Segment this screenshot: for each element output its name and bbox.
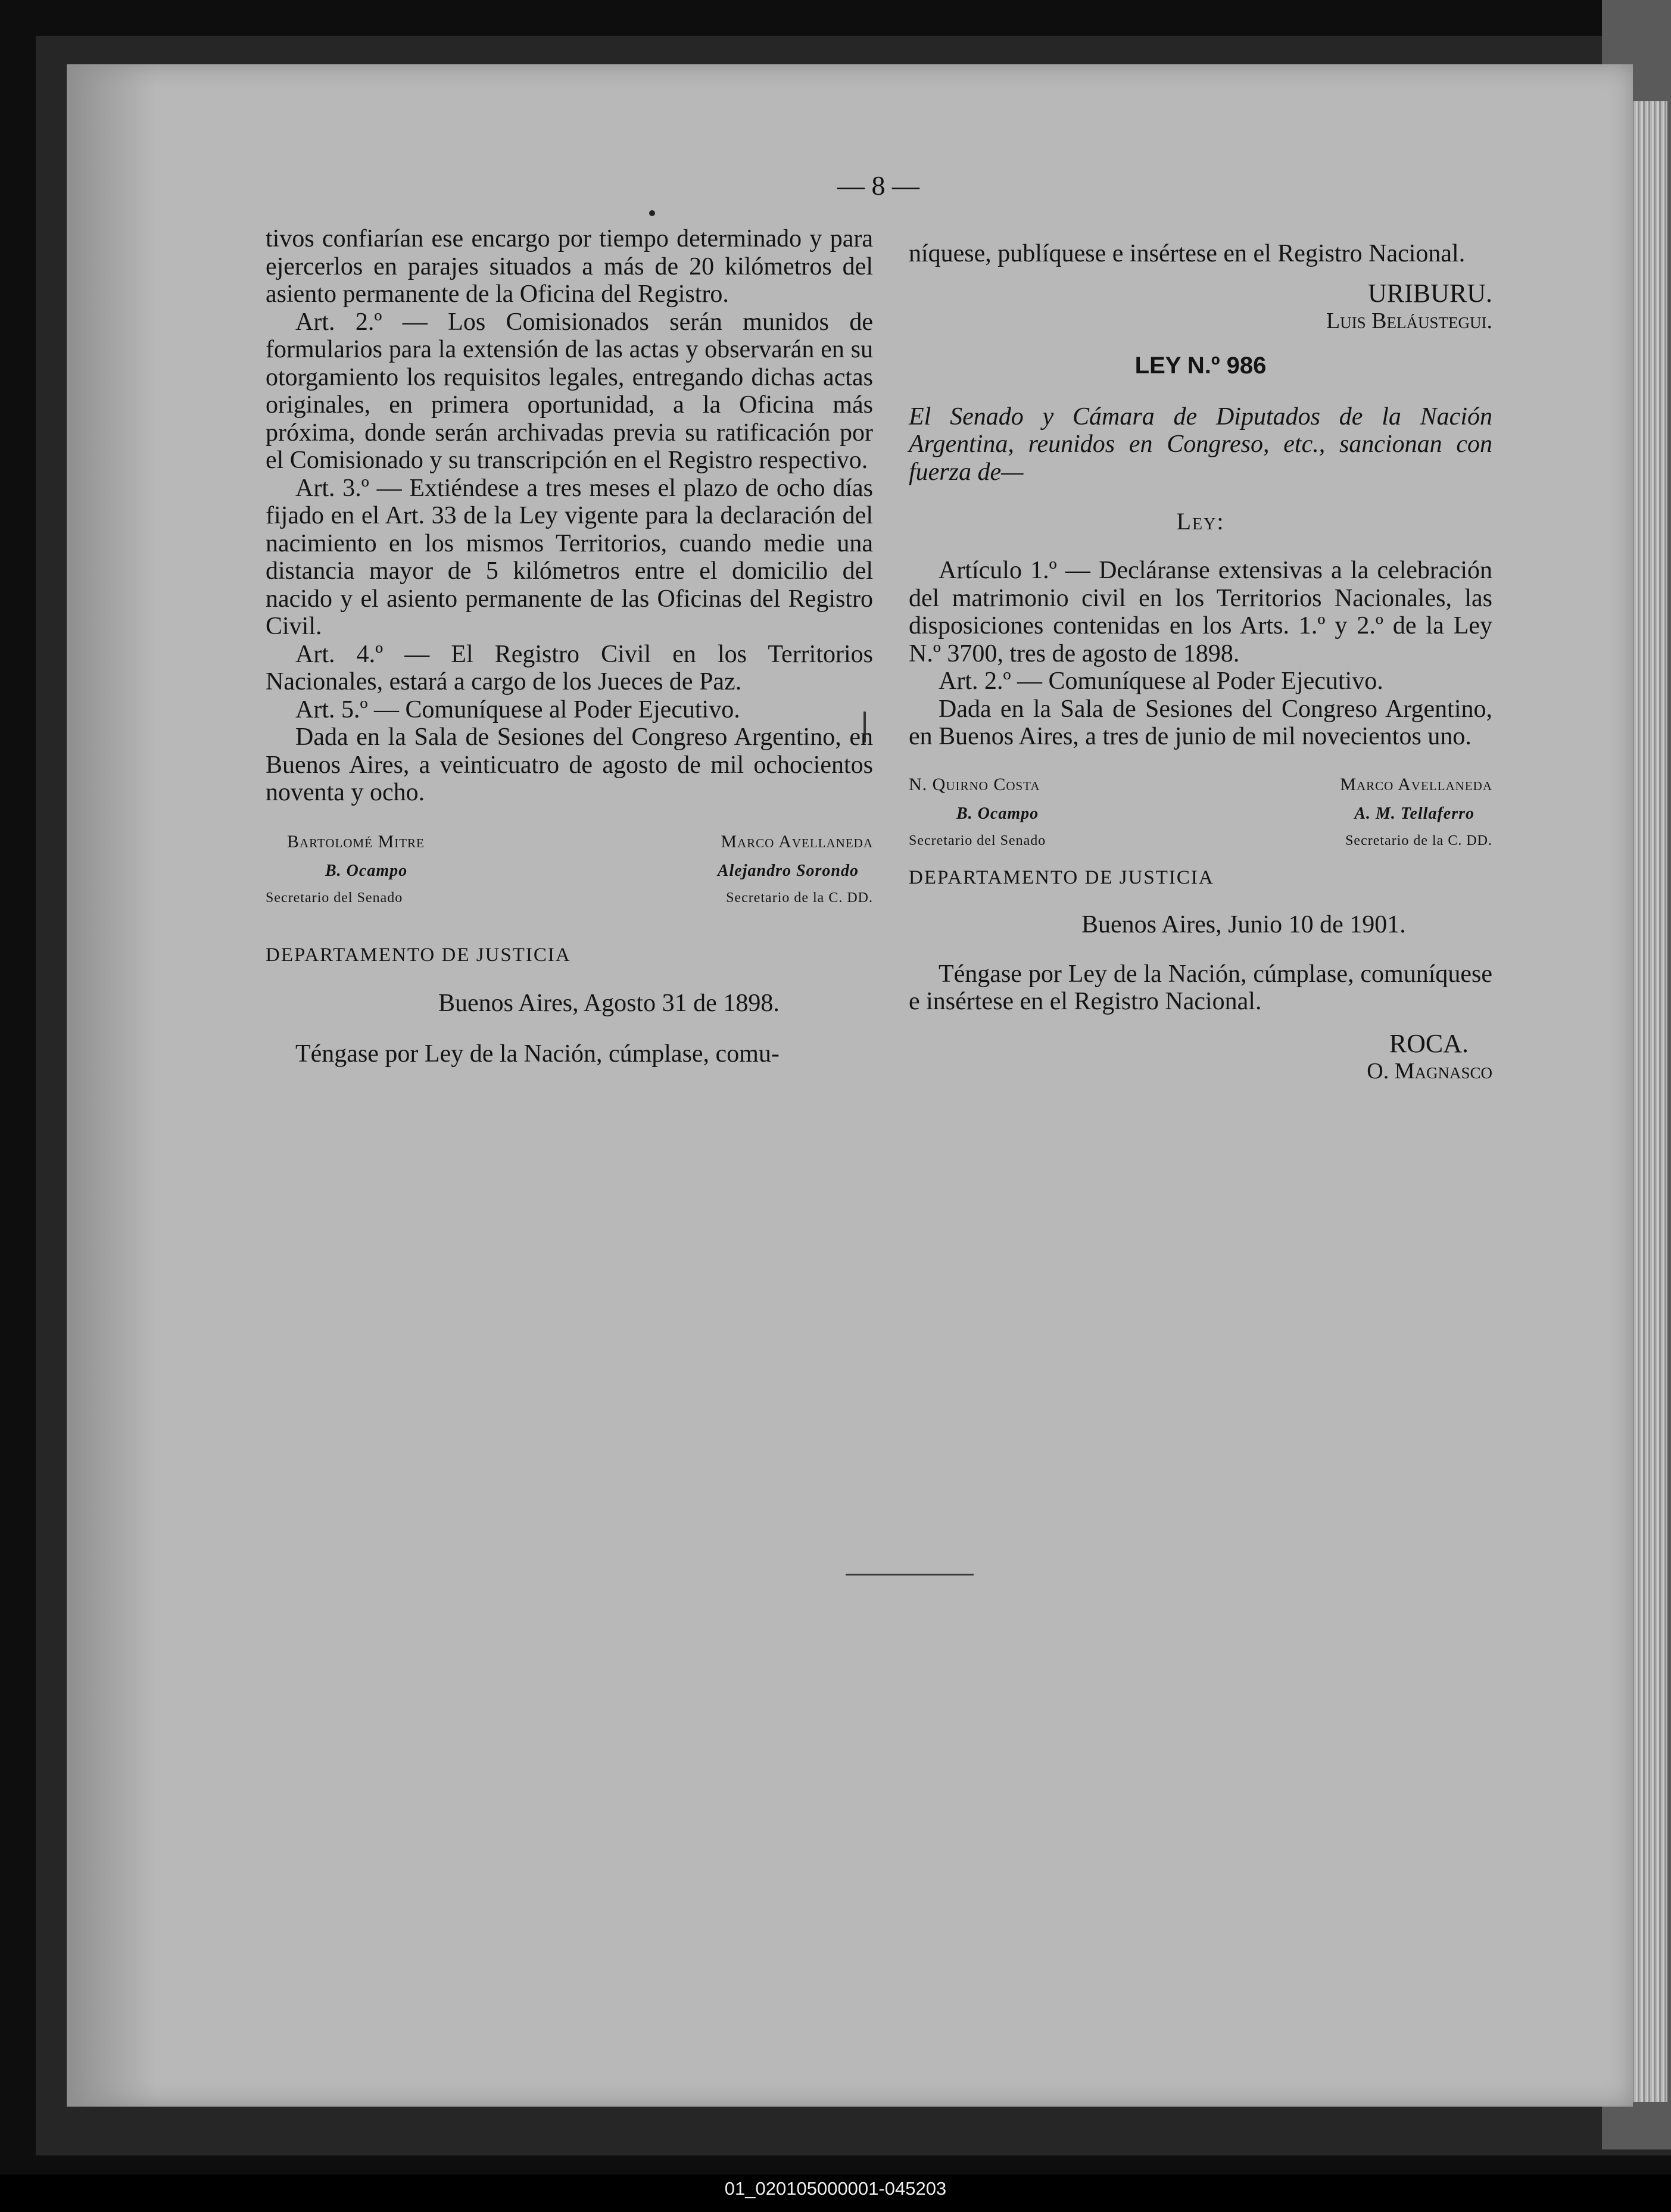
secretary-right: A. M. Tellaferro bbox=[1354, 804, 1474, 823]
left-closing: Téngase por Ley de la Nación, cúmplase, comu- bbox=[295, 1040, 780, 1068]
right-department: DEPARTAMENTO DE JUSTICIA bbox=[909, 866, 1214, 888]
ley-label: Ley: bbox=[1176, 508, 1225, 535]
left-signature-names bbox=[266, 832, 873, 852]
right-article-2: Art. 2.º — Comuníquese al Poder Ejecutivo. bbox=[939, 667, 1383, 695]
page-gutter-shadow bbox=[67, 64, 156, 2107]
left-paragraph-1: tivos confiarían ese encargo por tiempo determinado y para ejercerlos en parajes situados a más de 20 kilómetros del asiento permanente de la Oficina del Registro. bbox=[266, 225, 873, 308]
signature-name-left: N. Quirno Costa bbox=[909, 774, 1040, 794]
left-dada-paragraph: Dada en la Sala de Sesiones del Congreso Argentino, en Buenos Aires, a veinticuatro de agosto de mil ochocientos noventa y ocho. bbox=[266, 723, 873, 806]
signer-belaustegui: Luis Beláustegui. bbox=[1326, 308, 1492, 333]
right-signature-names bbox=[909, 775, 1492, 795]
signature-name-right: Marco Avellaneda bbox=[721, 831, 873, 851]
right-dada-paragraph: Dada en la Sala de Sesiones del Congreso Argentino, en Buenos Aires, a tres de junio de mil novecientos uno. bbox=[909, 695, 1492, 750]
left-column bbox=[266, 225, 873, 1068]
law-preamble: El Senado y Cámara de Diputados de la Nación Argentina, reunidos en Congreso, etc., sancionan con fuerza de— bbox=[909, 403, 1492, 486]
secretary-title-left: Secretario del Senado bbox=[266, 890, 403, 906]
left-date: Buenos Aires, Agosto 31 de 1898. bbox=[438, 989, 780, 1017]
secretary-title-right: Secretario de la C. DD. bbox=[1345, 832, 1492, 848]
scan-identifier: 01_020105000001-045203 bbox=[724, 2178, 947, 2199]
signature-name-left: Bartolomé Mitre bbox=[287, 831, 425, 851]
left-article-2: Art. 2.º — Los Comisionados serán munidos de formularios para la extensión de las actas y observarán en su otorgamiento los requisitos legales, entregando dichas actas originales, en primera oportunidad, a la Oficina más próxima, donde serán archivadas previa su ratificación por el Comisionado y su transcripción en el Registro respectivo. bbox=[266, 308, 873, 474]
secretary-title-right: Secretario de la C. DD. bbox=[726, 890, 873, 906]
signature-name-right: Marco Avellaneda bbox=[1340, 774, 1492, 794]
law-title: LEY N.º 986 bbox=[1134, 352, 1267, 379]
secretary-title-left: Secretario del Senado bbox=[909, 832, 1046, 848]
right-article-1: Artículo 1.º — Decláranse extensivas a la celebración del matrimonio civil en los Territorios Nacionales, las disposiciones contenidas en los Arts. 1.º y 2.º de la Ley N.º 3700, tres de agosto de 1898. bbox=[909, 557, 1492, 667]
right-signature-secretaries bbox=[909, 804, 1492, 823]
left-article-3: Art. 3.º — Extiéndese a tres meses el plazo de ocho días fijado en el Art. 33 de la Ley vigente para la declaración del nacimiento en los mismos Territorios, cuando medie una distancia mayor de 5 kilómetros entre el domicilio del nacido y el asiento permanente de las Oficinas del Registro Civil. bbox=[266, 474, 873, 640]
secretary-left: B. Ocampo bbox=[325, 861, 408, 880]
left-signature-secretaries bbox=[266, 862, 873, 881]
secretary-right: Alejandro Sorondo bbox=[717, 861, 859, 880]
right-opening: níquese, publíquese e insértese en el Registro Nacional. bbox=[909, 240, 1466, 267]
right-signature-titles bbox=[909, 833, 1492, 849]
left-department: DEPARTAMENTO DE JUSTICIA bbox=[266, 944, 571, 966]
end-rule bbox=[846, 1574, 974, 1575]
left-article-4: Art. 4.º — El Registro Civil en los Territorios Nacionales, estará a cargo de los Jueces de Paz. bbox=[266, 640, 873, 695]
ink-dot bbox=[649, 210, 655, 216]
signer-roca: ROCA. bbox=[1389, 1028, 1469, 1058]
signer-magnasco: O. Magnasco bbox=[1367, 1058, 1492, 1084]
right-closing: Téngase por Ley de la Nación, cúmplase, comuníquese e insértese en el Registro Nacional. bbox=[909, 960, 1492, 1015]
page-number: — 8 — bbox=[837, 170, 919, 201]
right-column bbox=[909, 240, 1492, 1085]
signer-uriburu: URIBURU. bbox=[1367, 278, 1492, 308]
secretary-left: B. Ocampo bbox=[956, 804, 1039, 823]
left-article-5: Art. 5.º — Comuníquese al Poder Ejecutivo. bbox=[295, 695, 740, 723]
left-signature-titles bbox=[266, 890, 873, 906]
right-date: Buenos Aires, Junio 10 de 1901. bbox=[1081, 910, 1406, 938]
